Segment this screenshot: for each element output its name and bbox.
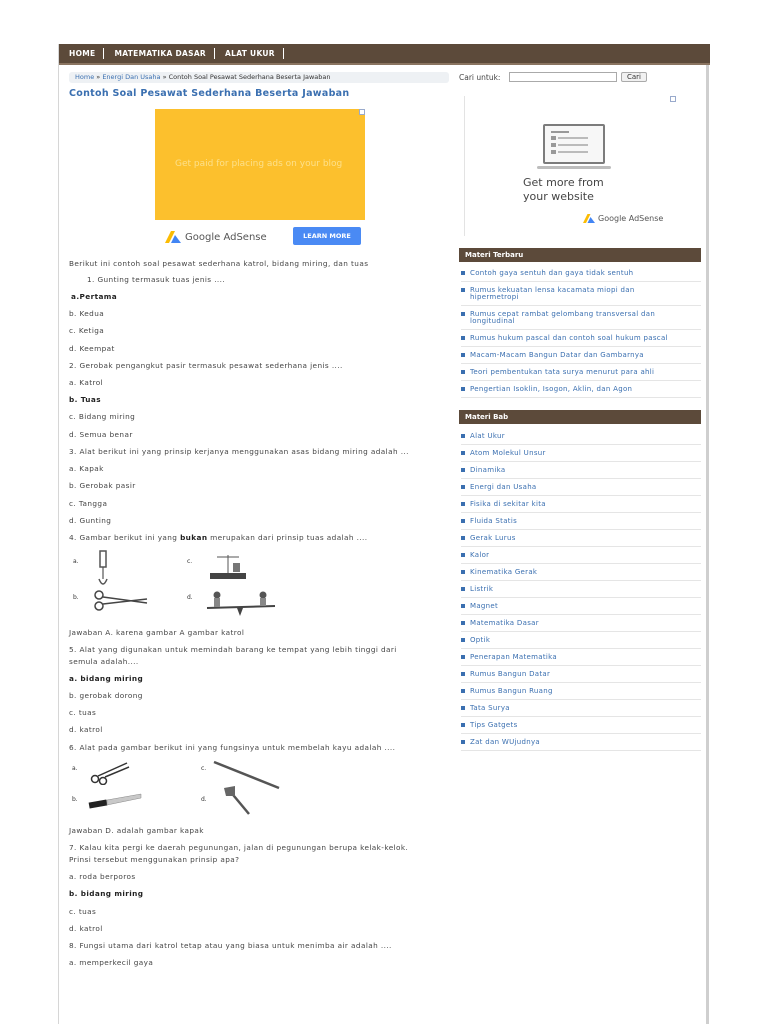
bab-link[interactable]: Gerak Lurus <box>461 533 701 547</box>
intro-text: Berikut ini contoh soal pesawat sederhana katrol, bidang miring, dan tuas <box>69 259 369 268</box>
question-1: 1. Gunting termasuk tuas jenis .... <box>87 275 226 284</box>
q5-option-a: a. bidang miring <box>69 674 144 683</box>
breadcrumb-home[interactable]: Home <box>75 73 95 81</box>
learn-more-button[interactable]: LEARN MORE <box>293 227 361 245</box>
search-label: Cari untuk: <box>459 73 501 82</box>
ad-headline-line-2: your website <box>523 190 594 203</box>
bab-link[interactable]: Zat dan WUjudnya <box>461 737 701 751</box>
q3-option-c: c. Tangga <box>69 499 108 508</box>
breadcrumb <box>69 72 449 83</box>
bab-link[interactable]: Atom Molekul Unsur <box>461 448 701 462</box>
materi-terbaru-list <box>461 268 701 401</box>
q2-option-d: d. Semua benar <box>69 430 133 439</box>
bab-link[interactable]: Tips Gatgets <box>461 720 701 734</box>
question-3: 3. Alat berikut ini yang prinsip kerjanya menggunakan asas bidang miring adalah ... <box>69 447 409 456</box>
q7-option-d: d. katrol <box>69 924 103 933</box>
q4-label-a: a. <box>73 558 79 565</box>
q7-option-a: a. roda berporos <box>69 872 136 881</box>
bab-link[interactable]: Listrik <box>461 584 701 598</box>
monitor-icon <box>543 124 605 164</box>
breadcrumb-current: Contoh Soal Pesawat Sederhana Beserta Jawaban <box>168 73 331 81</box>
ad-headline-line-1: Get more from <box>523 176 604 189</box>
bab-link[interactable]: Penerapan Matematika <box>461 652 701 666</box>
knife-figure <box>87 792 143 810</box>
terbaru-link[interactable]: Teori pembentukan tata surya menurut para ahli <box>461 367 701 381</box>
q7-option-c: c. tuas <box>69 907 97 916</box>
q1-option-c: c. Ketiga <box>69 326 105 335</box>
q3-option-b: b. Gerobak pasir <box>69 481 136 490</box>
ad-ghost-text: Get paid for placing ads on your blog <box>175 159 343 169</box>
adsense-brand-text: Google AdSense <box>185 231 267 243</box>
terbaru-link[interactable]: Rumus kekuatan lensa kacamata miopi dan <box>461 285 701 295</box>
search-input[interactable] <box>509 72 617 82</box>
terbaru-link-text[interactable]: longitudinal <box>470 317 515 325</box>
nav-matematika-dasar[interactable]: MATEMATIKA DASAR <box>110 48 215 59</box>
pulley-scale-figure <box>93 549 113 591</box>
post-title[interactable]: Contoh Soal Pesawat Sederhana Beserta Jawaban <box>69 88 350 99</box>
bab-link[interactable]: Tata Surya <box>461 703 701 717</box>
bab-link[interactable]: Magnet <box>461 601 701 615</box>
q7-option-b: b. bidang miring <box>69 889 144 898</box>
q5-option-c: c. tuas <box>69 708 97 717</box>
adsense-banner-right[interactable] <box>464 96 676 236</box>
bab-link[interactable]: Fisika di sekitar kita <box>461 499 701 513</box>
adsense-logo-icon <box>583 214 595 223</box>
terbaru-link[interactable]: Contoh gaya sentuh dan gaya tidak sentuh <box>461 268 701 282</box>
page-container <box>58 44 709 1024</box>
bab-link[interactable]: Optik <box>461 635 701 649</box>
q5-option-b: b. gerobak dorong <box>69 691 143 700</box>
top-navigation <box>59 44 710 65</box>
materi-terbaru-header: Materi Terbaru <box>459 248 701 262</box>
terbaru-link[interactable]: Macam-Macam Bangun Datar dan Gambarnya <box>461 350 701 364</box>
question-8: 8. Fungsi utama dari katrol tetap atau yang biasa untuk menimba air adalah .... <box>69 941 392 950</box>
terbaru-link-continued[interactable] <box>461 316 701 330</box>
nav-alat-ukur[interactable]: ALAT UKUR <box>221 48 284 59</box>
nav-home[interactable]: HOME <box>65 48 104 59</box>
q1-option-b: b. Kedua <box>69 309 105 318</box>
q4-text-pre: 4. Gambar berikut ini yang <box>69 533 181 542</box>
scissors-figure <box>91 589 149 613</box>
q5-option-d: d. katrol <box>69 725 103 734</box>
q2-option-b: b. Tuas <box>69 395 101 404</box>
axe-figure <box>221 786 255 816</box>
adsense-logo-icon <box>165 231 181 243</box>
question-5-line-1: 5. Alat yang digunakan untuk memindah barang ke tempat yang lebih tinggi dari <box>69 645 397 654</box>
ad-choices-icon[interactable] <box>359 109 365 115</box>
bab-link[interactable]: Matematika Dasar <box>461 618 701 632</box>
q4-text-bold: bukan <box>180 533 208 542</box>
q8-option-a: a. memperkecil gaya <box>69 958 154 967</box>
q3-option-d: d. Gunting <box>69 516 112 525</box>
bab-link[interactable]: Rumus Bangun Datar <box>461 669 701 683</box>
terbaru-link[interactable]: Rumus hukum pascal dan contoh soal hukum pascal <box>461 333 701 347</box>
question-4 <box>69 533 368 542</box>
q6-label-c: c. <box>201 765 207 772</box>
q6-label-b: b. <box>72 796 78 803</box>
search-button[interactable]: Cari <box>621 72 647 82</box>
bab-link[interactable]: Kalor <box>461 550 701 564</box>
terbaru-link-continued[interactable] <box>461 292 701 306</box>
adsense-logo <box>583 214 663 223</box>
bab-link[interactable]: Alat Ukur <box>461 431 701 445</box>
ad-choices-icon[interactable] <box>670 96 676 102</box>
question-7-line-1: 7. Kalau kita pergi ke daerah pegunungan, jalan di pegunungan berupa kelak-kelok. <box>69 843 409 852</box>
bab-link[interactable]: Kinematika Gerak <box>461 567 701 581</box>
q2-option-c: c. Bidang miring <box>69 412 136 421</box>
balance-scale-figure <box>207 549 249 581</box>
q4-label-b: b. <box>73 594 79 601</box>
q4-text-post: merupakan dari prinsip tuas adalah .... <box>207 533 368 542</box>
bab-link[interactable]: Fluida Statis <box>461 516 701 530</box>
breadcrumb-separator: » <box>160 73 169 81</box>
adsense-banner-left[interactable] <box>155 109 365 249</box>
scissors-figure <box>89 761 131 785</box>
materi-bab-list <box>461 431 701 754</box>
seesaw-figure <box>203 586 279 618</box>
bab-link[interactable]: Rumus Bangun Ruang <box>461 686 701 700</box>
q6-label-d: d. <box>201 796 207 803</box>
question-6: 6. Alat pada gambar berikut ini yang fungsinya untuk membelah kayu adalah .... <box>69 743 396 752</box>
q4-answer: Jawaban A. karena gambar A gambar katrol <box>69 628 245 637</box>
q4-label-d: d. <box>187 594 193 601</box>
ad-headline <box>523 176 604 204</box>
q1-option-a: a.Pertama <box>71 292 118 301</box>
q6-answer: Jawaban D. adalah gambar kapak <box>69 826 204 835</box>
breadcrumb-category[interactable]: Energi Dan Usaha <box>102 73 161 81</box>
q4-label-c: c. <box>187 558 193 565</box>
monitor-screen-graphic <box>545 126 603 162</box>
bab-link[interactable]: Dinamika <box>461 465 701 479</box>
q2-option-a: a. Katrol <box>69 378 104 387</box>
question-5-line-2: semula adalah.... <box>69 657 139 666</box>
materi-bab-header: Materi Bab <box>459 410 701 424</box>
q3-option-a: a. Kapak <box>69 464 104 473</box>
breadcrumb-separator: » <box>94 73 103 81</box>
terbaru-link-text[interactable]: hipermetropi <box>470 293 519 301</box>
bab-link[interactable]: Energi dan Usaha <box>461 482 701 496</box>
terbaru-link[interactable]: Rumus cepat rambat gelombang transversal dan <box>461 309 701 319</box>
adsense-logo <box>165 231 267 243</box>
monitor-stand <box>537 166 611 169</box>
q1-option-d: d. Keempat <box>69 344 115 353</box>
adsense-brand-text: Google AdSense <box>598 214 664 223</box>
q6-label-a: a. <box>72 765 78 772</box>
terbaru-link[interactable]: Pengertian Isoklin, Isogon, Aklin, dan Agon <box>461 384 701 398</box>
question-2: 2. Gerobak pengangkut pasir termasuk pesawat sederhana jenis .... <box>69 361 343 370</box>
question-7-line-2: Prinsi tersebut menggunakan prinsip apa? <box>69 855 240 864</box>
